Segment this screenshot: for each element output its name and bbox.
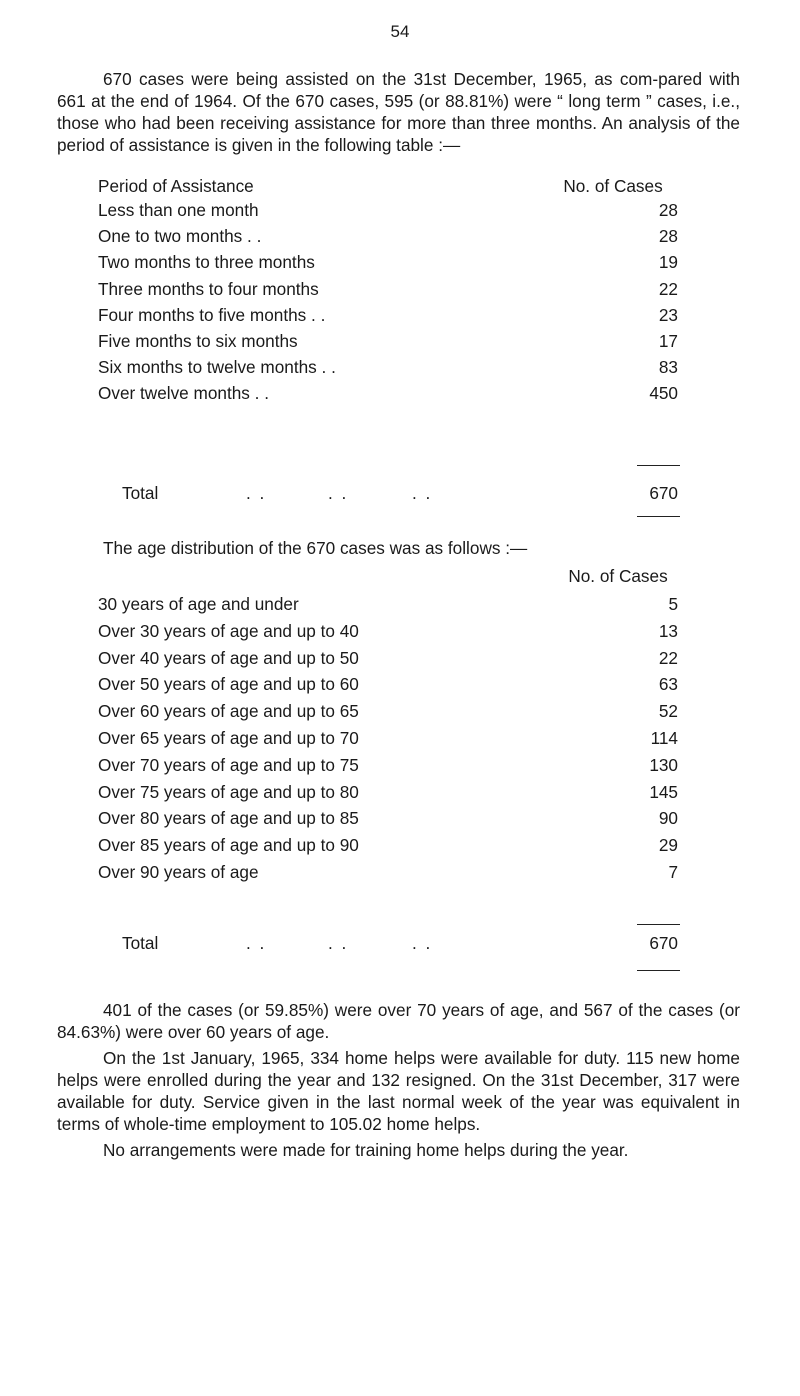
age-table-header [98,564,798,588]
age-total-dots-2: . . [328,933,349,953]
age-row-value: 29 [658,835,678,856]
period-row-value: 28 [658,200,678,220]
age-row-value: 145 [649,781,678,802]
age-row [98,780,718,804]
age-row-value: 90 [658,808,678,829]
period-row-value: 22 [658,278,678,299]
age-row [98,646,718,670]
period-row-label: One to two months . . [98,226,262,247]
period-total-dots-2: . . [328,483,349,503]
age-total-rule-bottom [637,970,680,971]
period-row-label: Over twelve months . . [98,383,269,404]
age-row-label: Over 75 years of age and up to 80 [98,781,359,802]
age-row-label: Over 60 years of age and up to 65 [98,701,359,722]
period-header-label: Period of Assistance [98,176,254,196]
age-total-dots-3: . . [412,933,433,953]
page-number: 54 [390,22,410,41]
age-row [98,833,718,857]
period-row-value: 28 [658,226,678,247]
period-total-row [98,481,718,505]
age-row-value: 130 [649,754,678,775]
age-row [98,726,718,750]
period-row-label: Four months to five months . . [98,304,326,325]
paragraph-training: No arrangements were made for training home helps during the year. [103,1140,629,1160]
age-row-value: 5 [668,594,678,614]
age-row-value: 114 [650,728,678,748]
period-header-value: No. of Cases [563,176,663,196]
period-row-label: Five months to six months [98,331,298,351]
age-total-label: Total [122,933,159,953]
period-total-value: 670 [649,483,678,503]
period-total-dots-3: . . [412,483,433,503]
period-row-value: 17 [658,331,678,351]
age-row [98,672,718,696]
period-table-header [98,174,748,198]
age-row-label: Over 90 years of age [98,862,259,882]
age-row [98,753,718,777]
age-total-rule-top [637,924,680,925]
period-total-rule-bottom [637,516,680,517]
age-row-value: 52 [658,701,678,722]
period-row [98,381,718,405]
period-row-label: Six months to twelve months . . [98,357,336,378]
age-row-label: Over 30 years of age and up to 40 [98,620,359,641]
period-row-value: 83 [658,357,678,378]
period-total-dots: . . [246,483,267,503]
age-row-label: 30 years of age and under [98,594,299,614]
period-total-rule-top [637,465,680,466]
age-header-value: No. of Cases [568,566,668,586]
age-row-value: 7 [668,862,678,882]
age-row-label: Over 50 years of age and up to 60 [98,674,359,695]
period-row [98,198,718,222]
age-row-label: Over 85 years of age and up to 90 [98,835,359,856]
period-row-label: Two months to three months [98,252,315,273]
period-row [98,329,718,353]
age-row-value: 22 [658,647,678,668]
age-row [98,860,718,884]
age-row-label: Over 65 years of age and up to 70 [98,728,359,748]
period-row [98,277,718,301]
age-row-value: 63 [658,674,678,695]
period-row [98,250,718,274]
age-row [98,806,718,830]
age-total-row [98,931,718,955]
period-row [98,224,718,248]
period-row-label: Three months to four months [98,278,319,299]
period-row-value: 19 [658,252,678,273]
period-total-label: Total [122,483,159,503]
age-row [98,619,718,643]
age-total-value: 670 [649,933,678,953]
age-row-value: 13 [658,620,678,641]
period-row-label: Less than one month [98,200,259,220]
paragraph-home-helps: On the 1st January, 1965, 334 home helps were available for duty. 115 new home helps were enrolled during the year and 132 resigned. On the 31st December, 317 were available for duty. Service given in the last normal week of the year was equivalent in terms of whole-time employment to 105.02 home helps. [57,1048,740,1134]
paragraph-over-70: 401 of the cases (or 59.85%) were over 70 years of age, and 567 of the cases (or 84.63%) were over 60 years of age. [57,1000,740,1042]
period-row [98,303,718,327]
period-row [98,355,718,379]
age-row [98,592,718,616]
age-row-label: Over 70 years of age and up to 75 [98,754,359,775]
age-row-label: Over 80 years of age and up to 85 [98,808,359,829]
period-row-value: 23 [658,304,678,325]
age-total-dots: . . [246,933,267,953]
age-row-label: Over 40 years of age and up to 50 [98,647,359,668]
intro-paragraph: 670 cases were being assisted on the 31st December, 1965, as com-pared with 661 at the end of 1964. Of the 670 cases, 595 (or 88.81%) were “ long term ” cases, i.e., those who had been receiving assistance for more than three months. An analysis of the period of assistance is given in the following table :— [57,69,740,155]
age-row [98,699,718,723]
period-row-value: 450 [649,383,678,404]
age-intro: The age distribution of the 670 cases was as follows :— [103,538,528,558]
